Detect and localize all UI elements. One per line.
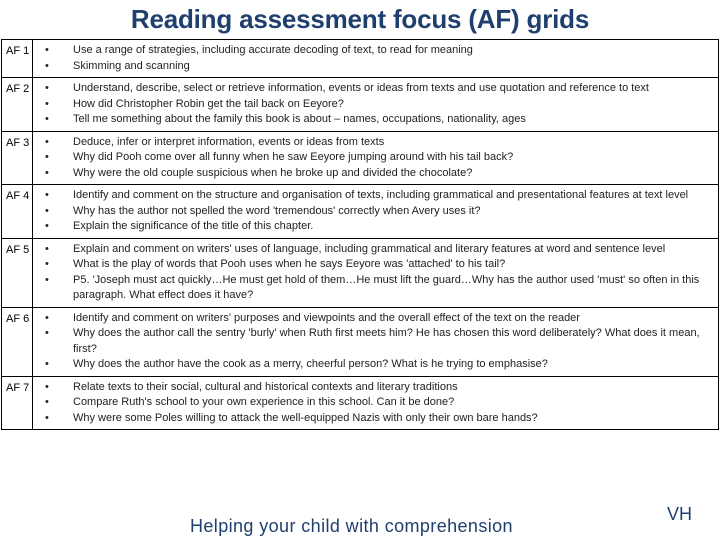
bullet-icon: • [45, 113, 49, 125]
af-item-text: Why does the author have the cook as a merry, cheerful person? What is he trying to emphasise? [73, 358, 548, 370]
af-item-text: P5. 'Joseph must act quickly…He must get hold of them…He must lift the guard…Why has the author used 'must' so often in this paragraph. What effect does it have? [73, 273, 700, 301]
af-list-item [33, 43, 716, 59]
af-item-text: Why has the author not spelled the word 'tremendous' correctly when Avery uses it? [73, 204, 481, 217]
bullet-icon: • [45, 311, 49, 324]
bullet-icon: • [45, 166, 49, 179]
af-row [2, 78, 719, 132]
bullet-icon: • [45, 273, 49, 286]
page-title: Reading assessment focus (AF) grids [130, 4, 590, 34]
bullet-icon: • [45, 44, 49, 56]
af-label: AF 2 [2, 78, 33, 132]
af-item-text: Explain and comment on writers' uses of language, including grammatical and literary features at word and sentence level [73, 242, 666, 255]
af-list-item [33, 395, 716, 411]
af-row [2, 40, 719, 78]
af-grid-body [2, 40, 719, 430]
af-label: AF 4 [2, 185, 33, 239]
bullet-icon: • [45, 411, 49, 424]
af-list-item [33, 257, 716, 273]
af-item-text: Understand, describe, select or retrieve information, events or ideas from texts and use quotation and reference to text [73, 82, 649, 94]
bullet-icon: • [45, 327, 49, 339]
af-item-text: Deduce, infer or interpret information, events or ideas from texts [73, 135, 385, 148]
bullet-icon: • [45, 189, 49, 201]
af-content-cell [33, 40, 719, 78]
af-list-item [33, 188, 716, 204]
bullet-icon: • [45, 380, 49, 393]
af-list-item [33, 242, 716, 258]
af-item-text: Why does the author call the sentry 'burly' when Ruth first meets him? He has chosen this word deliberately? What does it mean, first? [73, 327, 700, 355]
af-item-text: How did Christopher Robin get the tail back on Eeyore? [73, 97, 344, 110]
af-list-item [33, 204, 716, 220]
af-item-text: Explain the significance of the title of this chapter. [73, 220, 314, 232]
bullet-icon: • [45, 220, 49, 232]
af-item-text: Identify and comment on writers' purposes and viewpoints and the overall effect of the text on the reader [73, 311, 580, 324]
af-label: AF 6 [2, 307, 33, 376]
bullet-icon: • [45, 97, 49, 110]
bullet-icon: • [45, 358, 49, 370]
af-content-cell [33, 376, 719, 430]
bullet-icon: • [45, 82, 49, 94]
af-content-cell [33, 131, 719, 185]
af-list-item [33, 219, 716, 235]
af-item-text: Why were the old couple suspicious when he broke up and divided the chocolate? [73, 166, 473, 179]
bullet-icon: • [45, 204, 49, 217]
bullet-icon: • [45, 396, 49, 408]
bullet-icon: • [45, 135, 49, 148]
af-label: AF 3 [2, 131, 33, 185]
af-item-text: Compare Ruth's school to your own experience in this school. Can it be done? [73, 396, 455, 408]
af-list-item [33, 273, 716, 304]
af-list-item [33, 150, 716, 166]
af-list-item [33, 326, 716, 357]
af-item-text: Why were some Poles willing to attack the well-equipped Nazis with only their own bare hands? [73, 411, 538, 424]
footer-caption: Helping your child with comprehension [190, 516, 513, 536]
af-row [2, 185, 719, 239]
af-item-text: Use a range of strategies, including accurate decoding of text, to read for meaning [73, 44, 473, 56]
af-item-text: Skimming and scanning [73, 59, 190, 72]
af-list-item [33, 357, 716, 373]
af-label: AF 7 [2, 376, 33, 430]
author-initials: VH [667, 504, 693, 524]
af-item-text: Identify and comment on the structure and organisation of texts, including grammatical and presentational features at text level [73, 189, 689, 201]
af-list-item [33, 311, 716, 327]
af-row [2, 307, 719, 376]
af-item-text: Why did Pooh come over all funny when he saw Eeyore jumping around with his tail back? [73, 151, 514, 163]
af-list-item [33, 59, 716, 75]
bullet-icon: • [45, 242, 49, 255]
af-list-item [33, 112, 716, 128]
af-list-item [33, 411, 716, 427]
af-row [2, 238, 719, 307]
af-content-cell [33, 307, 719, 376]
af-label: AF 1 [2, 40, 33, 78]
af-row [2, 376, 719, 430]
bullet-icon: • [45, 59, 49, 72]
af-grid-table [1, 39, 719, 430]
af-item-text: Tell me something about the family this book is about – names, occupations, nationality, ages [73, 113, 526, 125]
af-item-text: Relate texts to their social, cultural and historical contexts and literary traditions [73, 380, 458, 393]
af-content-cell [33, 238, 719, 307]
af-list-item [33, 166, 716, 182]
bullet-icon: • [45, 151, 49, 163]
af-content-cell [33, 185, 719, 239]
af-item-text: What is the play of words that Pooh uses when he says Eeyore was 'attached' to his tail? [73, 258, 506, 270]
af-list-item [33, 135, 716, 151]
bullet-icon: • [45, 258, 49, 270]
af-row [2, 131, 719, 185]
af-list-item [33, 97, 716, 113]
af-content-cell [33, 78, 719, 132]
af-label: AF 5 [2, 238, 33, 307]
af-list-item [33, 81, 716, 97]
af-list-item [33, 380, 716, 396]
